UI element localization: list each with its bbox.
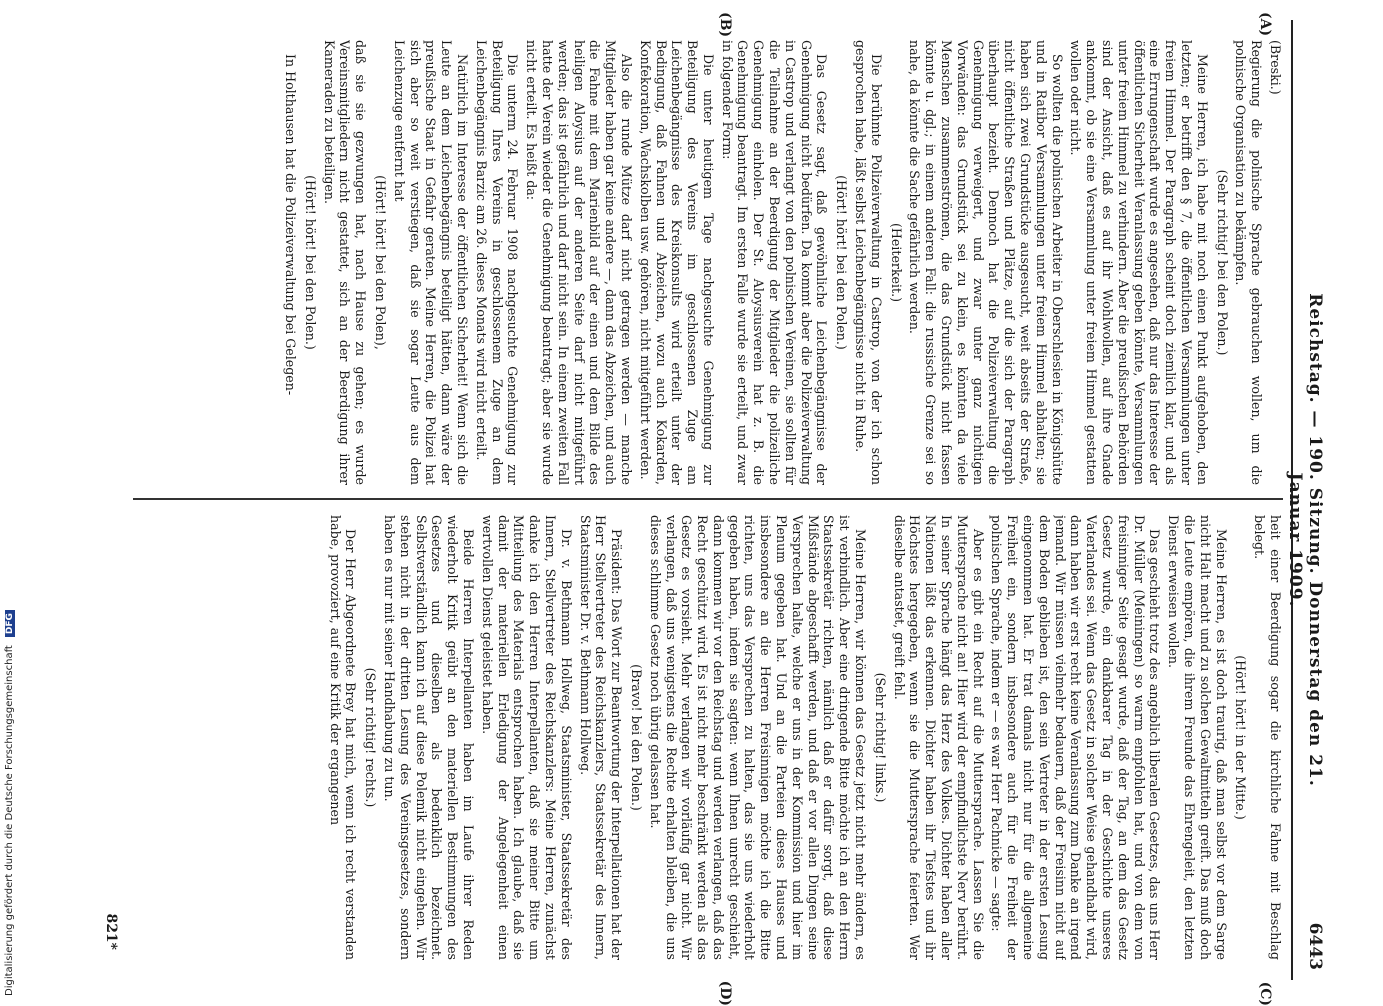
interjection: (Sehr richtig! bei den Polen.) (1214, 169, 1230, 356)
paragraph: Meine Herren, es ist doch traurig, daß man selbst vor dem Sarge nicht Halt macht und zu solchen Gewaltmitteln greift. Das muß doch die Leute empören, die ihrem Freunde das Ehrengeleit, den letzten Dienst erweisen wollen. (1166, 515, 1229, 960)
paragraph: Dr. v. Bethmann Hollweg, Staatsminister, Staatssekretär des Innern, Stellvertreter des Reichskanzlers: Meine Herren, zunächst danke ich den Herren Interpellanten, daß sie meiner Bitte um Mitteilung des Materials entsprochen haben. Ich glaube, daß sie damit der materiellen Erledigung der Angelegenheit einen wertvollen Dienst geleistet haben. (479, 515, 574, 960)
interjection: (Sehr richtig! links.) (872, 672, 888, 803)
paragraph: Meine Herren, wir können das Gesetz jetzt nicht mehr ändern, es ist verbindlich. Aber eine dringende Bitte möchte ich an den Herrn Staatssekretär richten, nämlich daß er dafür sorgt, daß diese Mißstände abgeschafft werden, und daß er vor allen Dingen seine Versprechen halte, welche er uns in der Kommission und hier im Plenum gegeben hat. Und an die Parteien dieses Hauses und insbesondere an die Herren Freisinnigen möchte ich die Bitte richten, uns das Versprechen zu halten, das sie uns wiederholt gegeben haben, indem sie sagten: wenn Ihnen unrecht geschieht, dann kommen wir vor den Reichstag und werden verlangen, daß das Recht geschützt wird. Es ist nicht mehr beschränkt werden als das Gesetz es vorsieht. Mehr verlangen wir vorläufig gar nicht. Wir verlangen, daß uns wenigstens die Rechte erhalten bleiben, die uns dieses schlimme Gesetz noch übrig gelassen hat. (647, 515, 869, 960)
margin-mark-d: (D) (717, 980, 733, 1006)
margin-mark-b: (B) (717, 12, 733, 38)
paragraph: Also die runde Mütze darf nicht getragen werden — manche Mitglieder haben gar keine andere —, dann das Abzeichen, und auch die Fahne mit dem Marienbild auf der einen und dem Bilde des heiligen Aloysius auf der anderen Seite darf nicht mitgeführt werden; das ist gefährlich und darf nicht sein. In einem zweiten Fall hatte der Verein wieder die Genehmigung beantragt; aber sie wurde nicht erteilt. Es heißt da: (524, 40, 634, 485)
margin-mark-a: (A) (1257, 12, 1273, 37)
right-text-column (103, 515, 1283, 960)
interjection: (Heiterkeit.) (888, 223, 904, 302)
paragraph: So wollten die polnischen Arbeiter in Oberschlesien in Königshütte und in Ratibor Versammlungen unter freiem Himmel abhalten; sie haben sich zwei Grundstücke ausgesucht, weit abseits der Straße, nicht öffentliche Straßen und Plätze, auf die sich der Paragraph überhaupt bezieht. Dennoch hat die Polizeiverwaltung die Genehmigung verweigert, und zwar unter ganz nichtigen Vorwänden: das Grundstück sei zu klein, es könnten da viele Menschen zusammenströmen, die das Grundstück nicht fassen könnte u. dgl.; in einem anderen Fall: die russische Grenze sei so nahe, da könnte die Sache gefährlich werden. (907, 40, 1065, 485)
column-divider (133, 498, 1283, 500)
dfg-logo: DFG (5, 610, 15, 637)
digitization-credit (4, 6, 18, 996)
paragraph: Das geschieht trotz des angeblich liberalen Gesetzes, das uns Herr Dr. Müller (Meiningen) so warm empfohlen hat, und von dem von freisinniger Seite gesagt wurde, daß der Tag, an dem das Gesetz Gesetz wurde, ein dankbarer Tag in der Geschichte unseres Vaterlandes sei. Wenn das Gesetz in solcher Weise gehandhabt wird, dann haben wir erst recht keine Veranlassung zum Danke an irgend jemand. Wir müssen vielmehr bedauern, daß der Freisinn nicht auf dem Boden geblieben ist, den sein Vertreter in der ersten Lesung eingenommen hat. Er trat damals nicht nur für die allgemeine Freiheit ein, sondern insbesondere auch für die Freiheit der polnischen Sprache, indem er — es war Herr Pachnicke — sagte: (989, 515, 1163, 960)
paragraph: daß sie sie gezwungen hat, nach Hause zu gehen; es wurde Vereinsmitgliedern nicht gestattet, sich an der Beerdigung ihrer Kameraden zu beteiligen. (321, 40, 369, 485)
paragraph: In Holthausen hat die Polizeiverwaltung bei Gelegen- (282, 54, 298, 396)
paragraph: heit einer Beerdigung sogar die kirchliche Fahne mit Beschlag belegt. (1252, 515, 1283, 960)
paragraph: (Breski.) (1268, 40, 1283, 95)
interjection: (Bravo! bei den Polen.) (628, 664, 644, 811)
paragraph: Präsident: Das Wort zur Beantwortung der Interpellationen hat der Herr Stellvertreter des Reichskanzlers, Staatssekretär des Innern, Staatsminister Dr. v. Bethmann Hollweg. (577, 515, 625, 960)
credit-text: Digitalisierung gefördert durch die Deutsche Forschungsgemeinschaft (4, 645, 15, 996)
paragraph: Beide Herren Interpellanten haben im Laufe ihrer Reden wiederholt Kritik geübt an den materiellen Bestimmungen des Gesetzes und dieselben als bedenklich bezeichnet. Selbstverständlich kann ich auf diese Polemik nicht eingehen. Wir stehen nicht in der dritten Lesung des Vereinsgesetzes, sondern haben es nur mit seiner Handhabung zu tun. (381, 515, 476, 960)
folio-signature: 821* (103, 913, 119, 950)
paragraph: Meine Herren, ich habe mit noch einen Punkt aufgehoben, den letzten; er betrifft den § 7, die öffentlichen Versammlungen unter freiem Himmel. Der Paragraph scheint doch ziemlich klar, und als eine Errungenschaft wurde es angesehen, daß nur das Interesse der öffentlichen Sicherheit Veranlassung geben könnte, Versammlungen unter freiem Himmel zu verhindern. Aber die preußischen Behörden sind der Ansicht, daß es auf ihr Wohlwollen, auf ihre Gnade ankommt, ob sie eine Versammlung unter freiem Himmel gestatten wollen oder nicht. (1068, 40, 1210, 485)
interjection: (Hört! hört! bei den Polen), (372, 175, 388, 350)
left-text-column (103, 40, 1283, 485)
paragraph: Natürlich im Interesse der öffentlichen Sicherheit! Wenn sich die Leute an dem Leichenbegängnis beteiligt hätten, dann wäre der preußische Staat in Gefahr geraten. Meine Herren, die Polizei hat sich aber so weit verstiegen, daß sie sogar Leute aus dem Leichenzuge entfernt hat (391, 40, 470, 485)
page-number: 6443 (1305, 922, 1325, 970)
interjection: (Sehr richtig! rechts.) (363, 667, 379, 808)
paragraph: Regierung die polnische Sprache gebrauchen wollen, um die polnische Organisation zu bekämpfen. (1233, 40, 1265, 485)
rotated-document-page (83, 12, 1333, 1006)
interjection: (Hört! hört! bei den Polen.) (834, 175, 850, 350)
margin-mark-c: (C) (1257, 981, 1273, 1006)
paragraph: Die unter heutigem Tage nachgesuchte Genehmigung zur Beteiligung des Vereins im geschlossenen Zuge am Leichenbegängnisse des Kreiskonsults wird erteilt unter der Bedingung, daß Fahnen und Abzeichen, wozu auch Kokarden, Konfekoration, Wachskolben usw. gehören, nicht mitgeführt werden. (637, 40, 716, 485)
page-header (1285, 20, 1333, 980)
paragraph: Die berühmte Polizeiverwaltung in Castrop, von der ich schon gesprochen habe, läßt selbst Leichenbegängnisse nicht in Ruhe. (853, 40, 884, 485)
interjection: (Hört! hört! bei den Polen.) (302, 175, 318, 350)
paragraph: Das Gesetz sagt, daß gewöhnliche Leichenbegängnisse der Genehmigung nicht bedürfen. Da kommt aber die Polizeiverwaltung in Castrop und verlangt von den polnischen Vereinen, sie sollten für die Teilnahme an der Beerdigung der Mitglieder die polizeiliche Genehmigung einholen. Der St. Aloysiusverein hat z. B. die Genehmigung beantragt. Im ersten Falle wurde sie erteilt, und zwar in folgender Form: (719, 40, 830, 485)
paragraph: Die unterm 24. Februar 1908 nachgesuchte Genehmigung zur Beteiligung Ihres Vereins in geschlossenem Zuge an dem Leichenbegängnis Barzic am 26. dieses Monats wird nicht erteilt. (473, 40, 521, 485)
running-title: Reichstag. — 190. Sitzung. Donnerstag den 21. Januar 1909. (1285, 293, 1325, 787)
interjection: (Hört! hört! in der Mitte.) (1233, 655, 1249, 820)
paragraph: Der Herr Abgeordnete Brey hat mich, wenn ich recht verstanden habe, provoziert, auf eine Kritik der ergangenen (327, 515, 359, 960)
paragraph: Aber es gibt ein Recht auf die Muttersprache. Lassen Sie die Muttersprache nicht an! Hier wird der empfindlichste Nerv berührt. In seiner Sprache hängt das Herz des Volkes. Dichter haben aller Nationen läßt das erkennen. Dichter haben ihr Tiefstes und ihr Höchstes hergegeben, wenn sie die Muttersprache feierten. Wer dieselbe antastet, greift fehl. (891, 515, 986, 960)
